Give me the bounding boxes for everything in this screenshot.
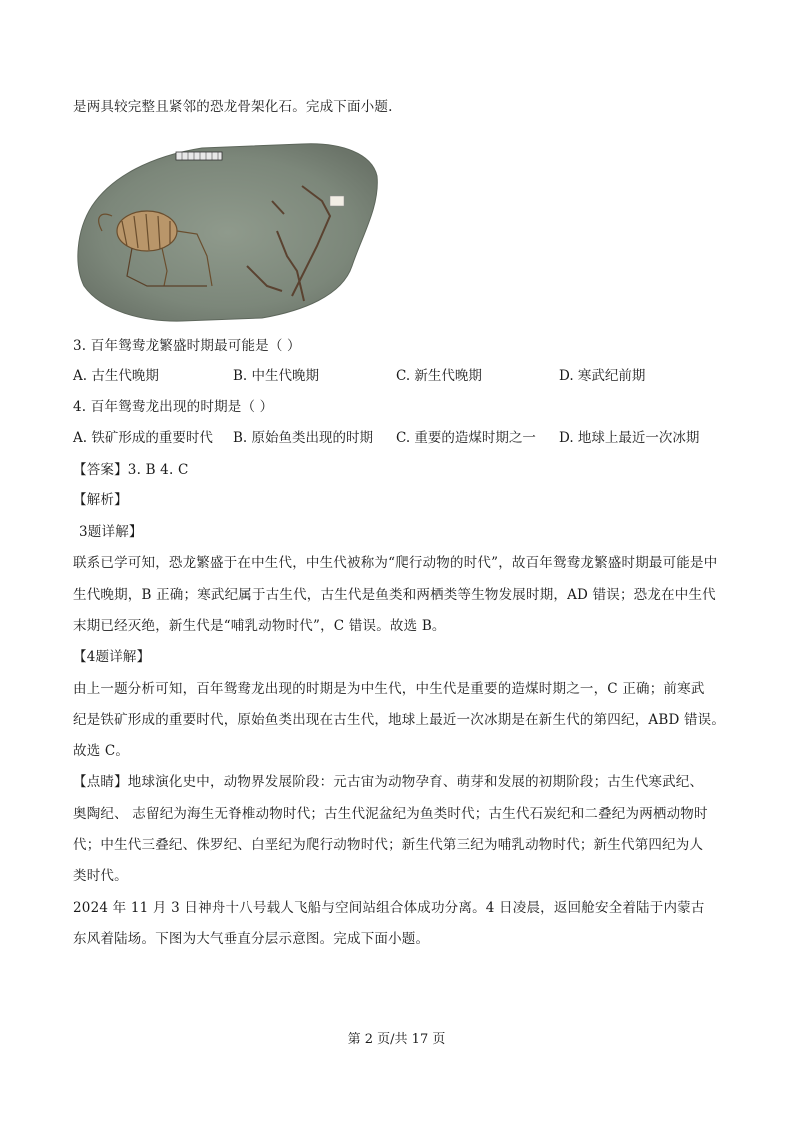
q4-detail-line-1: 由上一题分析可知，百年鸳鸯龙出现的时期是为中生代，中生代是重要的造煤时期之一，C 正确；前寒武: [73, 681, 705, 697]
q3-option-b[interactable]: B. 中生代晚期: [233, 368, 320, 384]
page-footer: 第 2 页/共 17 页: [347, 1032, 446, 1047]
q4-detail-title: 【4题详解】: [73, 649, 151, 665]
q4-option-a[interactable]: A. 铁矿形成的重要时代: [73, 430, 213, 446]
q3-detail-title: 3题详解】: [79, 524, 143, 540]
question-3-stem: 3. 百年鸳鸯龙繁盛时期最可能是（ ）: [73, 338, 301, 354]
q3-detail-line-1: 联系已学可知，恐龙繁盛于在中生代，中生代被称为“爬行动物的时代”，故百年鸳鸯龙繁盛时期最可能是中: [73, 555, 718, 571]
q4-option-d[interactable]: D. 地球上最近一次冰期: [559, 430, 700, 446]
q4-option-c[interactable]: C. 重要的造煤时期之一: [396, 430, 536, 446]
analysis-title: 【解析】: [73, 492, 128, 508]
q3-option-c[interactable]: C. 新生代晚期: [396, 368, 482, 384]
tip-line-1: 【点睛】地球演化史中，动物界发展阶段：元古宙为动物孕育、萌芽和发展的初期阶段；古生代寒武纪、: [73, 774, 704, 790]
specimen-tag: [330, 196, 344, 206]
next-material-line-2: 东风着陆场。下图为大气垂直分层示意图。完成下面小题。: [73, 931, 430, 947]
answer-line: 【答案】3. B 4. C: [73, 462, 189, 478]
q4-detail-line-2: 纪是铁矿形成的重要时代，原始鱼类出现在古生代，地球上最近一次冰期是在新生代的第四纪，ABD 错误。: [73, 712, 726, 728]
tip-line-2: 奥陶纪、 志留纪为海生无脊椎动物时代；古生代泥盆纪为鱼类时代；古生代石炭纪和二叠纪为两栖动物时: [73, 806, 708, 822]
q3-option-a[interactable]: A. 古生代晚期: [73, 368, 159, 384]
q3-option-d[interactable]: D. 寒武纪前期: [559, 368, 646, 384]
tip-line-4: 类时代。: [73, 868, 128, 884]
dinosaur-fossil-image: [72, 136, 382, 326]
question-4-stem: 4. 百年鸳鸯龙出现的时期是（ ）: [73, 399, 274, 415]
q3-detail-line-3: 末期已经灭绝，新生代是“哺乳动物时代”，C 错误。故选 B。: [73, 618, 446, 634]
intro-text: 是两具较完整且紧邻的恐龙骨架化石。完成下面小题.: [73, 99, 393, 115]
scale-bar: [176, 152, 222, 160]
q4-detail-line-3: 故选 C。: [73, 743, 130, 759]
q3-detail-line-2: 生代晚期，B 正确；寒武纪属于古生代，古生代是鱼类和两栖类等生物发展时期，AD 错误；恐龙在中生代: [73, 587, 716, 603]
q4-option-b[interactable]: B. 原始鱼类出现的时期: [233, 430, 374, 446]
tip-line-3: 代；中生代三叠纪、侏罗纪、白垩纪为爬行动物时代；新生代第三纪为哺乳动物时代；新生代第四纪为人: [73, 837, 704, 853]
next-material-line-1: 2024 年 11 月 3 日神舟十八号载人飞船与空间站组合体成功分离。4 日凌晨，返回舱安全着陆于内蒙古: [73, 900, 705, 916]
